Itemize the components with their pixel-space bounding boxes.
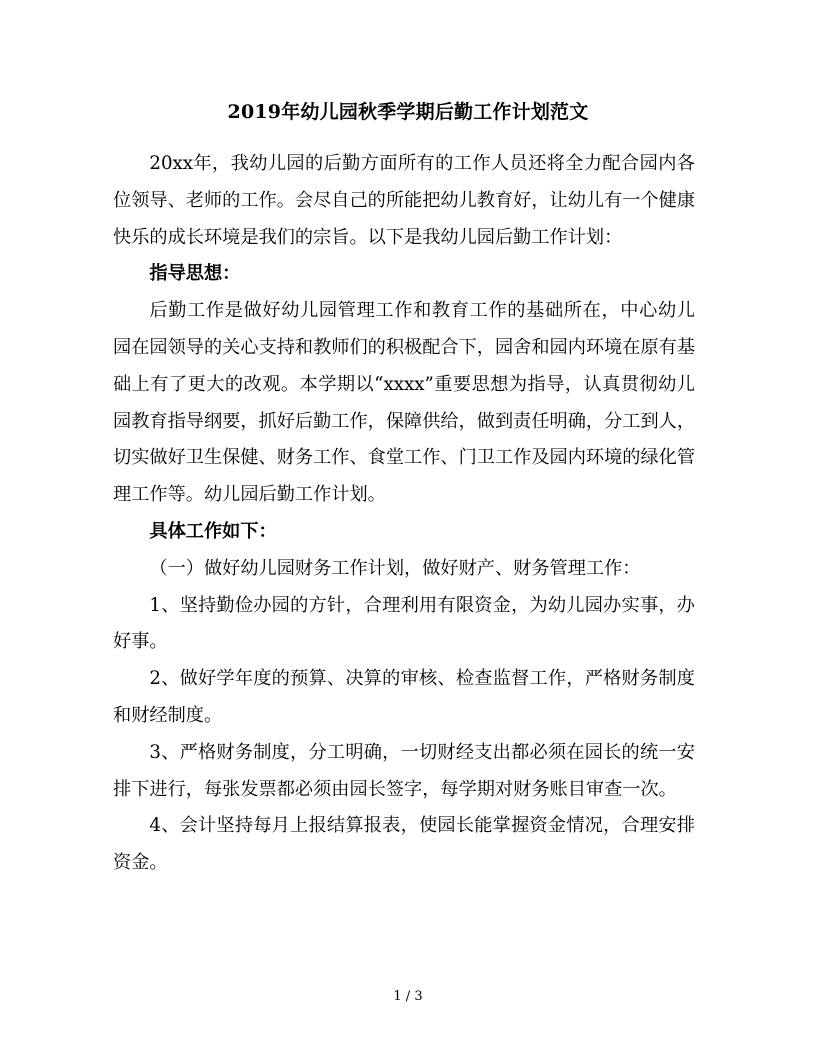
paragraph-guiding-ideology: 后勤工作是做好幼儿园管理工作和教育工作的基础所在，中心幼儿园在园领导的关心支持和教师们的积极配合下，园舍和园内环境在原有基础上有了更大的改观。本学期以“xxxx”重要思想为指导，认真贯彻幼儿园教育指导纲要，抓好后勤工作，保障供给，做到责任明确，分工到人，切实做好卫生保健、财务工作、食堂工作、门卫工作及园内环境的绿化管理工作等。幼儿园后勤工作计划。 — [113, 300, 696, 506]
paragraph-intro: 20xx年，我幼儿园的后勤方面所有的工作人员还将全力配合园内各位领导、老师的工作。会尽自己的所能把幼儿教育好，让幼儿有一个健康快乐的成长环境是我们的宗旨。以下是我幼儿园后勤工作计划： — [113, 153, 696, 248]
paragraph-item-3: 3、严格财务制度，分工明确，一切财经支出都必须在园长的统一安排下进行，每张发票都必须由园长签字，每学期对财务账目审查一次。 — [113, 741, 695, 800]
heading-specific-work: 具体工作如下： — [149, 520, 277, 542]
page-number: 1 / 3 — [393, 989, 423, 1004]
document-title: 2019年幼儿园秋季学期后勤工作计划范文 — [227, 101, 589, 123]
document-body — [113, 146, 695, 882]
paragraph-item-4: 4、会计坚持每月上报结算报表，使园长能掌握资金情况，合理安排资金。 — [113, 815, 695, 874]
paragraph-item-1: 1、坚持勤俭办园的方针，合理利用有限资金，为幼儿园办实事，办好事。 — [113, 594, 695, 653]
paragraph-section-one: （一）做好幼儿园财务工作计划，做好财产、财务管理工作： — [149, 557, 641, 579]
heading-guiding-ideology: 指导思想： — [149, 263, 241, 285]
paragraph-item-2: 2、做好学年度的预算、决算的审核、检查监督工作，严格财务制度和财经制度。 — [113, 668, 695, 726]
